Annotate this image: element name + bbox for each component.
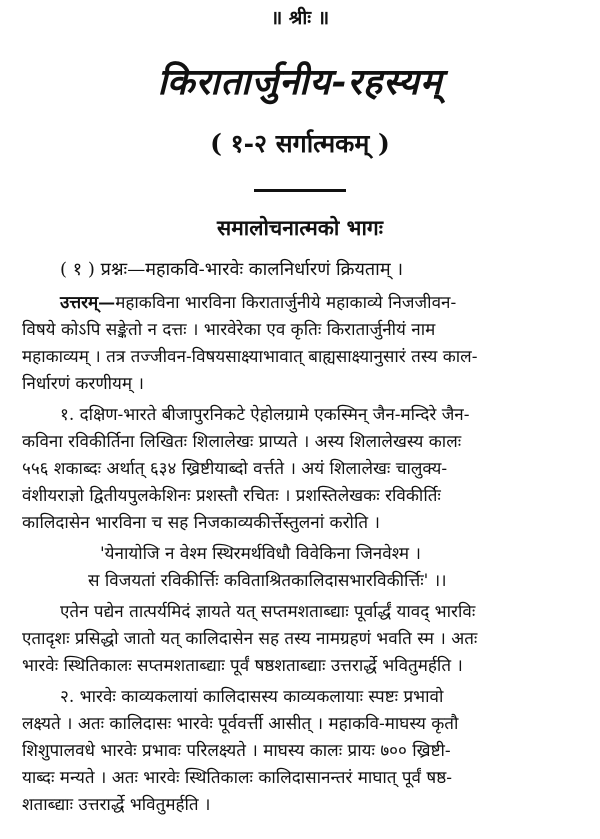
invocation: ॥ श्रीः ॥ <box>270 7 330 29</box>
point1-after-line: एतेन पद्येन तात्पर्यमिदं ज्ञायते यत् सप्तमशताब्द्याः पूर्वार्द्धं यावद् भारविः <box>60 602 476 622</box>
section-heading: समालोचनात्मको भागः <box>217 215 383 240</box>
point1-line: ५५६ शकाब्दः अर्थात् ६३४ ख्रिष्टीयाब्दो वर्त्तते । अयं शिलालेखः चालुक्य- <box>22 459 448 479</box>
answer-text: महाकविना भारविना किरातार्जुनीये महाकाव्ये निजजीवन- <box>115 293 457 313</box>
question-line <box>0 258 600 282</box>
answer-line <box>0 291 600 315</box>
page-subtitle: ( १-२ सर्गात्मकम् ) <box>210 129 390 158</box>
divider-rule <box>254 189 346 192</box>
question-number: ( १ ) <box>60 259 95 280</box>
point2-line: लक्ष्यते । अतः कालिदासः भारवेः पूर्ववर्त्ती आसीत् । महाकवि-माघस्य कृतौ <box>22 714 459 734</box>
point2-line: २. भारवेः काव्यकलायां कालिदासस्य काव्यकलायाः स्पष्टः प्रभावो <box>60 687 444 707</box>
point1-line: कविना रविकीर्तिना लिखितः शिलालेखः प्राप्यते । अस्य शिलालेखस्य कालः <box>22 432 462 452</box>
answer-line: महाकाव्यम् । तत्र तज्जीवन-विषयसाक्ष्याभावात् बाह्यसाक्ष्यानुसारं तस्य काल- <box>22 347 478 367</box>
answer-line: विषये कोऽपि सङ्केतो न दत्तः । भारवेरेका एव कृतिः किरातार्जुनीयं नाम <box>22 320 436 340</box>
point1-line: १. दक्षिण-भारते बीजापुरनिकटे ऐहोलग्रामे एकस्मिन् जैन-मन्दिरे जैन- <box>60 405 470 425</box>
page-title: किरातार्जुनीय-रहस्यम् <box>157 61 443 103</box>
point1-after-line: भारवेः स्थितिकालः सप्तमशताब्द्याः पूर्वं षष्ठशताब्द्याः उत्तरार्द्धे भवितुमर्हति । <box>22 656 463 676</box>
question-label: प्रश्नः— <box>100 259 146 280</box>
point1-line: वंशीयराज्ञो द्वितीयपुलकेशिनः प्रशस्तौ रचितः । प्रशस्तिलेखकः रविकीर्तिः <box>22 486 441 506</box>
answer-label: उत्तरम्— <box>60 293 116 313</box>
question-text: महाकवि-भारवेः कालनिर्धारणं क्रियताम् । <box>145 259 404 280</box>
point1-line: कालिदासेन भारविना च सह निजकाव्यकीर्त्तेस्तुलनां करोति । <box>22 513 380 533</box>
answer-line: निर्धारणं करणीयम् । <box>22 374 144 394</box>
verse-line: 'येनायोजि न वेश्म स्थिरमर्थविधौ विवेकिना जिनवेश्म । <box>100 544 421 564</box>
point2-line: याब्दः मन्यते । अतः भारवेः स्थितिकालः कालिदासानन्तरं माघात् पूर्वं षष्ठ- <box>22 768 452 788</box>
point1-after-line: एतादृशः प्रसिद्धो जातो यत् कालिदासेन सह तस्य नामग्रहणं भवति स्म । अतः <box>22 629 478 649</box>
point2-line: शिशुपालवधे भारवेः प्रभावः परिलक्ष्यते । माघस्य कालः प्रायः ७०० ख्रिष्टी- <box>22 741 451 761</box>
verse-line: स विजयतां रविकीर्त्तिः कविताश्रितकालिदासभारविकीर्त्तिः' ।। <box>88 571 447 591</box>
point2-line: शताब्द्याः उत्तरार्द्धे भवितुमर्हति । <box>22 795 211 815</box>
